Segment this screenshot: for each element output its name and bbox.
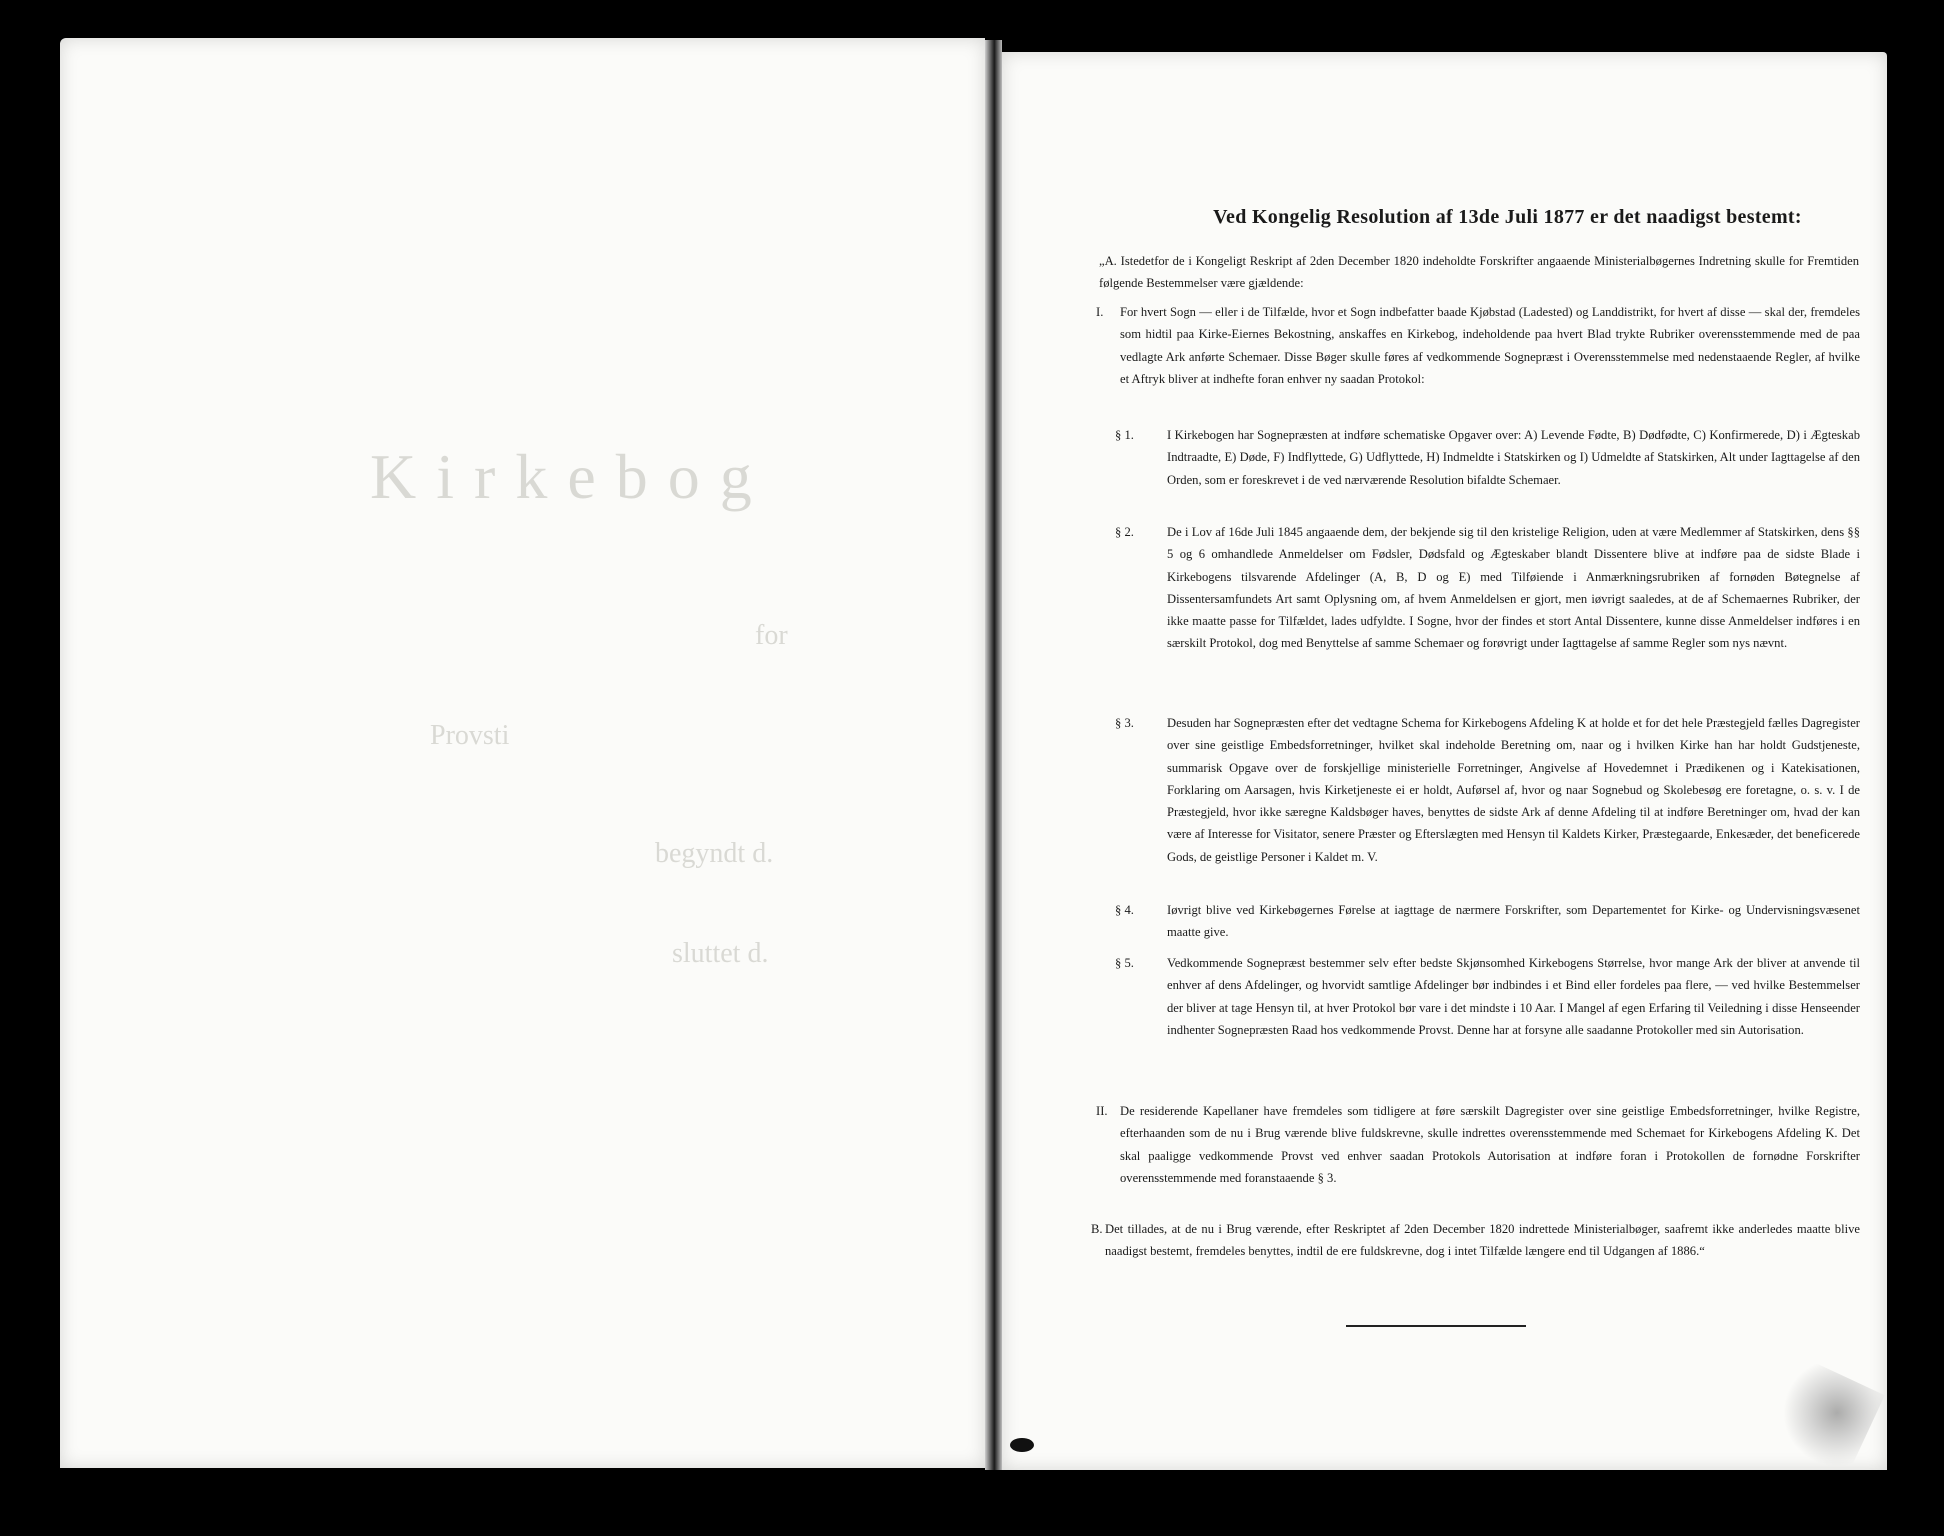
section-text: Iøvrigt blive ved Kirkebøgernes Førelse at iagttage de nærmere Forskrifter, som Departementet for Kirke- og Undervisningsvæsenet maatte give. <box>1167 903 1860 940</box>
left-page <box>60 38 985 1468</box>
section-number: § 5. <box>1115 956 1134 970</box>
ink-blot <box>1010 1438 1034 1452</box>
document-title: Ved Kongelig Resolution af 13de Juli 1877 er det naadigst bestemt: <box>1213 206 1802 228</box>
section-number: § 2. <box>1115 525 1134 539</box>
paragraph-text: Det tillades, at de nu i Brug værende, efter Reskriptet af 2den December 1820 indrettede Ministerialbøger, saafremt ikke anderledes maatte blive naadigst bestemt, fremdeles benyttes, indtil de ere fuldskrevne, dog i intet Tilfælde længere end til Udgangen af 1886.“ <box>1105 1222 1860 1259</box>
section-5 <box>1115 952 1860 1041</box>
section-text: Vedkommende Sognepræst bestemmer selv efter bedste Skjønsomhed Kirkebogens Størrelse, hvor mange Ark der bliver at anvende til enhver af dens Afdelinger, og hvorvidt samtlige Afdelinger bør indbindes i et Bind eller fordeles paa flere, — ved hvilke Bestemmelser der bliver at tage Hensyn til, at hver Protokol bør vare i det mindste i 10 Aar. I Mangel af egen Erfaring til Veiledning i disse Henseender indhenter Sognepræsten Raad hos vedkommende Provst. Denne har at forsyne alle saadanne Protokoller med sin Autorisation. <box>1167 956 1860 1037</box>
paragraph-number: B. <box>1091 1222 1103 1236</box>
ghost-title: Kirkebog <box>370 441 772 512</box>
end-rule <box>1346 1325 1526 1327</box>
section-text: Desuden har Sognepræsten efter det vedtagne Schema for Kirkebogens Afdeling K at holde et for det hele Præstegjeld fælles Dagregister over sine geistlige Embedsforretninger, hvilket skal indeholde Beretning om, naar og i hvilken Kirke han har holdt Gudstjeneste, summarisk Opgave over de forskjellige ministerielle Forretninger, Angivelse af Hovedemnet i Prædikenen og i Katekisationen, Forklaring om Aarsagen, hvis Kirketjeneste ei er holdt, Auførsel af, hvor og naar Sognebud og Skolebesøg ere foretagne, o. s. v. I de Præstegjeld, hvor ikke særegne Kaldsbøger haves, benyttes de sidste Ark af denne Afdeling til at indføre Beretninger om, hvad der kan være af Interesse for Visitator, senere Præster og Efterslægten med Hensyn til Kaldets Kirker, Præstegaarde, Enkesæder, det beneficerede Gods, de geistlige Personer i Kaldet m. V. <box>1167 716 1860 864</box>
paragraph-ii <box>1096 1100 1860 1189</box>
section-4 <box>1115 899 1860 944</box>
paragraph-b <box>1091 1218 1860 1263</box>
paragraph-a: „A. Istedetfor de i Kongeligt Reskript af 2den December 1820 indeholdte Forskrifter angaaende Ministerialbøgernes Indretning skulle for Fremtiden følgende Bestemmelser være gjældende: <box>1099 254 1859 291</box>
paragraph-number: II. <box>1096 1104 1108 1118</box>
paragraph-i <box>1096 301 1860 390</box>
section-text: I Kirkebogen har Sognepræsten at indføre schematiske Opgaver over: A) Levende Fødte, B) Dødfødte, C) Konfirmerede, D) i Ægteskab Indtraadte, E) Døde, F) Indflyttede, G) Udflyttede, H) Indmeldte i Statskirken og I) Udmeldte af Statskirken, Alt under Iagttagelse af den Orden, som er foreskrevet i de ved nærværende Resolution bifaldte Schemaer. <box>1167 428 1860 487</box>
section-3 <box>1115 712 1860 868</box>
paragraph-text: For hvert Sogn — eller i de Tilfælde, hvor et Sogn indbefatter baade Kjøbstad (Ladested) og Landdistrikt, for hvert af disse — skal der, fremdeles som hidtil paa Kirke-Eiernes Bekostning, anskaffes en Kirkebog, indeholdende paa hvert Blad trykte Rubriker overensstemmende med de paa vedlagte Ark anførte Schemaer. Disse Bøger skulle føres af vedkommende Sognepræst i Overensstemmelse med nedenstaaende Regler, af hvilke et Aftryk bliver at indhefte foran enhver ny saadan Protokol: <box>1120 305 1860 386</box>
ghost-line: Provsti <box>430 720 510 751</box>
section-text: De i Lov af 16de Juli 1845 angaaende dem, der bekjende sig til den kristelige Religion, uden at være Medlemmer af Statskirken, dens §§ 5 og 6 omhandlede Anmeldelser om Fødsler, Dødsfald og Ægteskaber blandt Dissentere blive at indføre paa de sidste Blade i Kirkebogens tilsvarende Afdelinger (A, B, D og E) med Tilføiende i Anmærkningsrubriken af fornøden Bøtegnelse af Dissentersamfundets Art samt Oplysning om, af hvem Anmeldelsen er gjort, men iøvrigt saaledes, at de af Schemaernes Rubriker, der ikke maatte passe for Tilfældet, lades udfyldte. I Sogne, hvor der findes et stort Antal Dissentere, kunne disse Anmeldelser indføres i en særskilt Protokol, dog med Benyttelse af samme Schemaer og forøvrigt under Iagttagelse af samme Regler som nys nævnt. <box>1167 525 1860 651</box>
book-gutter <box>985 40 1002 1470</box>
paragraph-text: De residerende Kapellaner have fremdeles som tidligere at føre særskilt Dagregister over sine geistlige Embedsforretninger, hvilke Registre, efterhaanden som de nu i Brug værende blive fuldskrevne, skulle indrettes overensstemmende med Schemaet for Kirkebogens Afdeling K. Det skal paaligge vedkommende Provst ved enhver saadan Protokols Autorisation at indføre foran i Protokollen de fornødne Forskrifter overensstemmende med foranstaaende § 3. <box>1120 1104 1860 1185</box>
section-1 <box>1115 424 1860 491</box>
section-number: § 1. <box>1115 428 1134 442</box>
section-number: § 4. <box>1115 903 1134 917</box>
section-number: § 3. <box>1115 716 1134 730</box>
ghost-line: for <box>755 620 788 651</box>
paragraph-number: I. <box>1096 305 1104 319</box>
section-2 <box>1115 521 1860 655</box>
ghost-line: begyndt d. <box>655 838 774 869</box>
ghost-line: sluttet d. <box>672 938 769 969</box>
